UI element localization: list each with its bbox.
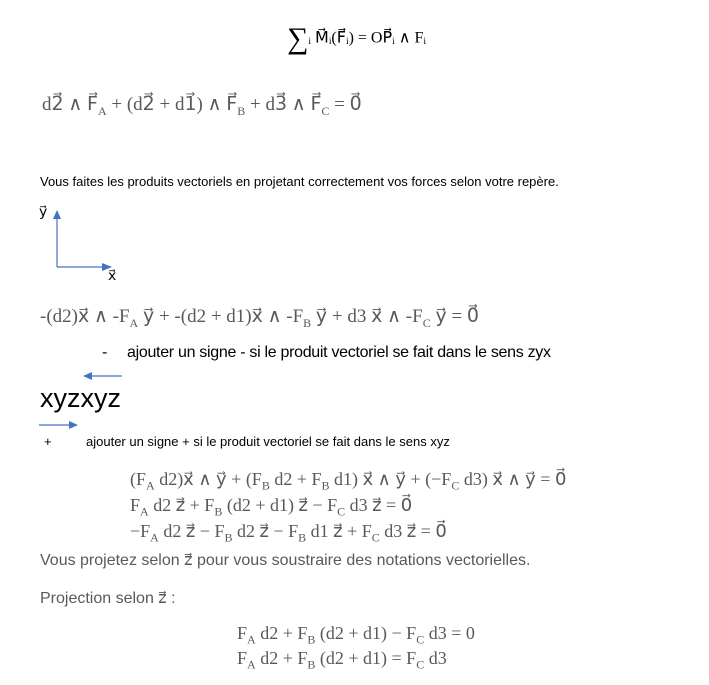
right-arrow-icon xyxy=(38,419,80,431)
sequence-text: xyzxyz xyxy=(40,383,121,413)
plus-rule-text: ajouter un signe + si le produit vectoriel se fait dans le sens xyz xyxy=(86,434,450,449)
instruction-text: Vous faites les produits vectoriels en projetant correctement vos forces selon votre repère. xyxy=(40,174,559,189)
equation-step-1: ($F_A$ d2)x⃗ ∧ y⃗ + ($F_B$ $d2 + F_B$ d1) x⃗ ∧ y⃗ + ($-F_C$ d3) x⃗ ∧ y⃗ = 0⃗ xyxy=(130,469,567,493)
axis-x-label: x⃗ xyxy=(108,269,117,284)
final-equation-1: $F_A$ $d2 + F_B$ $(d2 + d1) - F_C$ d3 = 0 xyxy=(237,623,475,647)
plus-bullet: + xyxy=(44,434,52,449)
vector-equation: d2⃗ ∧ $F⃗_A$ + (d2⃗ + d1⃗) ∧ $F⃗_B$ + d3⃗ ∧ $F⃗_C$ = 0⃗ xyxy=(42,94,362,118)
axes-diagram xyxy=(40,205,130,285)
minus-rule-text: ajouter un signe - si le produit vectoriel se fait dans le sens zyx xyxy=(127,344,551,361)
final-equation-2: $F_A$ $d2 + F_B$ $(d2 + d1) = F_C$ d3 xyxy=(237,648,447,672)
projected-equation: -(d2)x⃗ ∧ $-F_A$ y⃗ + -(d2 + d1)x⃗ ∧ $-F_B$ y⃗ + d3 x⃗ ∧ $-F_C$ y⃗ = 0⃗ xyxy=(40,306,480,330)
projection-heading: Projection selon z⃗ : xyxy=(40,590,176,607)
left-arrow-icon xyxy=(82,370,124,382)
projection-note: Vous projetez selon z⃗ pour vous soustraire des notations vectorielles. xyxy=(40,552,531,569)
equation-step-3: $-F_A$ d2 z⃗ − $F_B$ d2 z⃗ − $F_B$ d1 z⃗ + $F_C$ d3 z⃗ = 0⃗ xyxy=(130,521,447,545)
minus-bullet: - xyxy=(102,344,108,361)
axis-y-label: y⃗ xyxy=(39,205,48,220)
moment-sum-formula: ∑ᵢ M⃗ᵢ(F⃗ᵢ) = OP⃗ᵢ ∧ Fᵢ xyxy=(287,22,426,55)
equation-step-2: $F_A$ d2 z⃗ + $F_B$ (d2 + d1) z⃗ − $F_C$ d3 z⃗ = 0⃗ xyxy=(130,495,413,519)
